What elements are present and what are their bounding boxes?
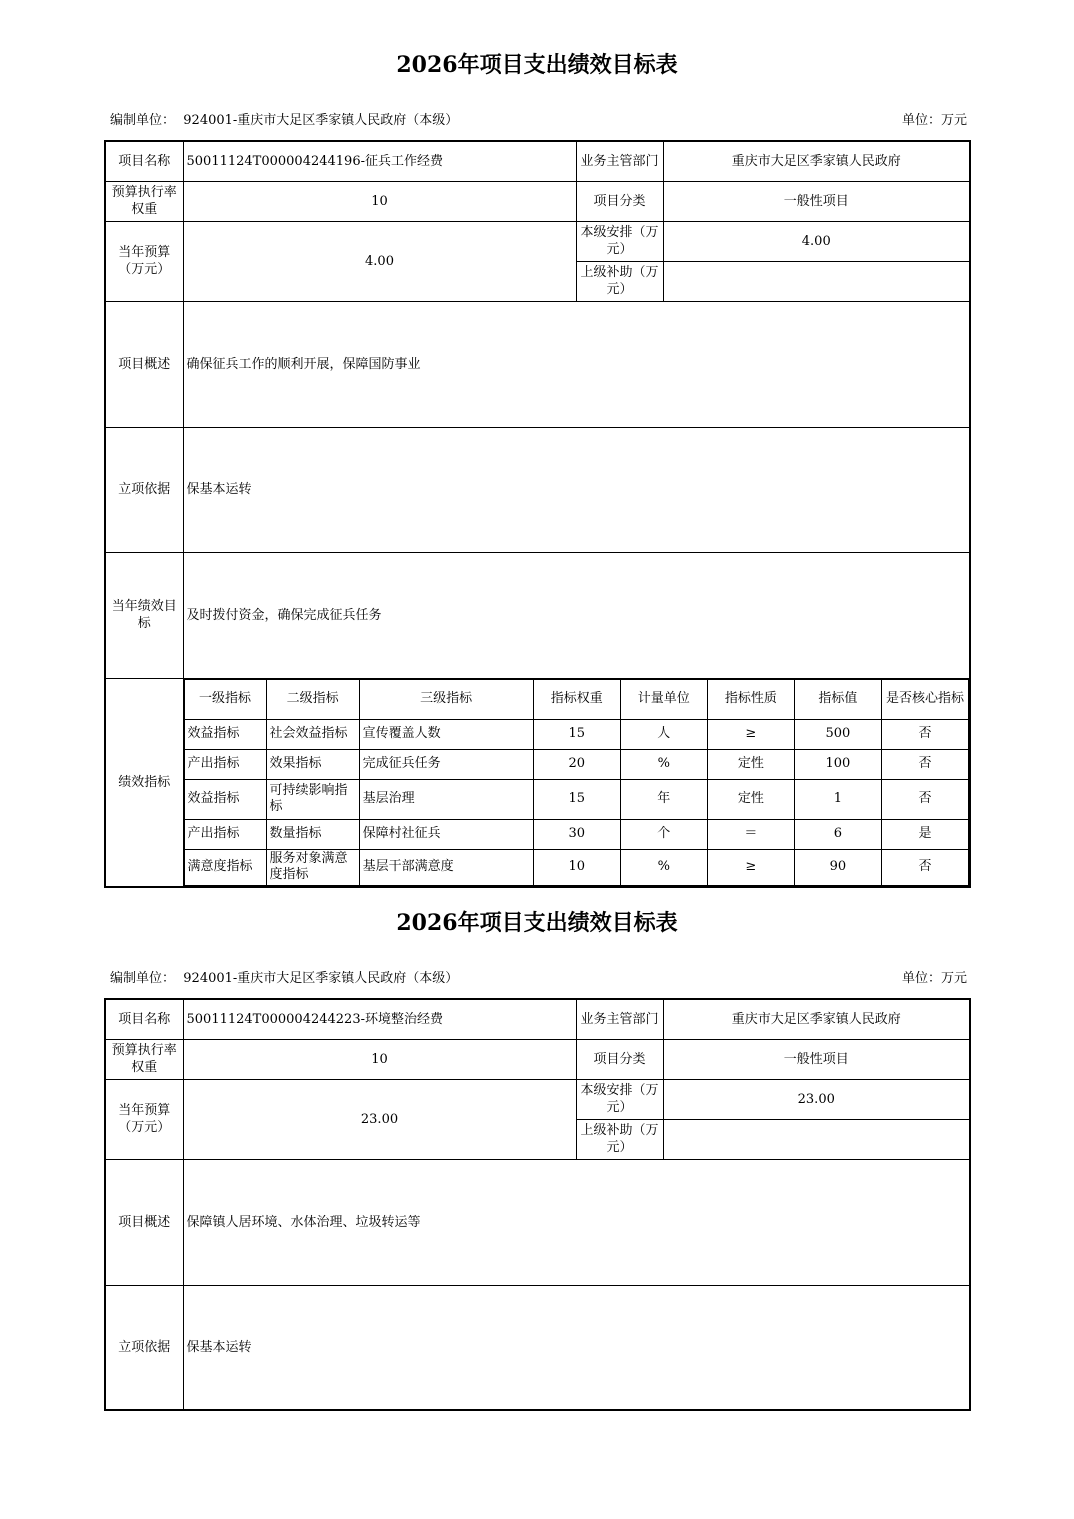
project-name-label: 项目名称 [105,999,183,1039]
nature-cell: 定性 [707,749,794,779]
project-name: 50011124T000004244196-征兵工作经费 [183,141,576,181]
core-cell: 否 [881,849,968,885]
header-cell: 三级指标 [359,679,533,719]
level3-cell: 宣传覆盖人数 [359,719,533,749]
indicator-label: 绩效指标 [105,678,183,887]
table-row [184,849,969,885]
category-label: 项目分类 [576,1039,663,1079]
unit-cell: % [620,849,707,885]
nature-cell: ＝ [707,819,794,849]
value-cell: 6 [794,819,881,849]
table-row [184,749,969,779]
rate-label: 预算执行率权重 [105,1039,183,1079]
upper-value [663,1119,970,1159]
dept-value: 重庆市大足区季家镇人民政府 [663,141,970,181]
core-cell: 否 [881,749,968,779]
project-name-label: 项目名称 [105,141,183,181]
header-cell: 二级指标 [266,679,359,719]
upper-label: 上级补助（万元） [576,1119,663,1159]
level2-cell: 服务对象满意度指标 [266,849,359,885]
basis-value: 保基本运转 [183,1285,970,1410]
level1-cell: 产出指标 [184,749,266,779]
dept-label: 业务主管部门 [576,999,663,1039]
value-cell: 90 [794,849,881,885]
overview-value: 保障镇人居环境、水体治理、垃圾转运等 [183,1159,970,1285]
level2-cell: 数量指标 [266,819,359,849]
goal-value: 及时拨付资金，确保完成征兵任务 [183,552,970,678]
budget-value: 4.00 [183,221,576,301]
currency-label: 单位：万元 [901,113,967,128]
goal-label: 当年绩效目标 [105,552,183,678]
level3-cell: 完成征兵任务 [359,749,533,779]
value-cell: 100 [794,749,881,779]
unit-cell: % [620,749,707,779]
weight-cell: 10 [533,849,620,885]
unit-label: 编制单位： [110,113,176,128]
header-cell: 是否核心指标 [881,679,968,719]
nature-cell: 定性 [707,779,794,819]
project-name: 50011124T000004244223-环境整治经费 [183,999,576,1039]
form-title: 2026年项目支出绩效目标表 [396,910,678,936]
category-value: 一般性项目 [663,181,970,221]
core-cell: 否 [881,779,968,819]
level1-cell: 效益指标 [184,719,266,749]
weight-cell: 30 [533,819,620,849]
dept-value: 重庆市大足区季家镇人民政府 [663,999,970,1039]
indicator-table [184,679,970,886]
upper-label: 上级补助（万元） [576,261,663,301]
level2-cell: 效果指标 [266,749,359,779]
basis-label: 立项依据 [105,427,183,552]
category-value: 一般性项目 [663,1039,970,1079]
header-cell: 一级指标 [184,679,266,719]
level2-cell: 可持续影响指标 [266,779,359,819]
upper-value [663,261,970,301]
unit-cell: 人 [620,719,707,749]
budget-label: 当年预算（万元） [105,1079,183,1159]
performance-table [104,140,971,888]
unit-value: 924001-重庆市大足区季家镇人民政府（本级） [183,113,459,128]
weight-cell: 20 [533,749,620,779]
header-cell: 指标性质 [707,679,794,719]
performance-table [104,998,971,1411]
level1-cell: 效益指标 [184,779,266,819]
basis-value: 保基本运转 [183,427,970,552]
indicator-header-row [184,679,969,719]
rate-label: 预算执行率权重 [105,181,183,221]
meta-row [110,112,967,130]
table-row [184,819,969,849]
category-label: 项目分类 [576,181,663,221]
indicator-cell [183,678,970,887]
level3-cell: 基层干部满意度 [359,849,533,885]
overview-value: 确保征兵工作的顺利开展，保障国防事业 [183,301,970,427]
value-cell: 500 [794,719,881,749]
rate-value: 10 [183,181,576,221]
nature-cell: ≥ [707,849,794,885]
overview-label: 项目概述 [105,301,183,427]
form-title: 2026年项目支出绩效目标表 [396,52,678,78]
level3-cell: 保障村社征兵 [359,819,533,849]
basis-label: 立项依据 [105,1285,183,1410]
header-cell: 计量单位 [620,679,707,719]
level1-cell: 产出指标 [184,819,266,849]
overview-label: 项目概述 [105,1159,183,1285]
unit-cell: 年 [620,779,707,819]
budget-value: 23.00 [183,1079,576,1159]
level1-cell: 满意度指标 [184,849,266,885]
local-label: 本级安排（万元） [576,221,663,261]
currency-label: 单位：万元 [901,971,967,986]
local-label: 本级安排（万元） [576,1079,663,1119]
table-row [184,719,969,749]
header-cell: 指标权重 [533,679,620,719]
local-value: 4.00 [663,221,970,261]
unit-label: 编制单位： [110,971,176,986]
value-cell: 1 [794,779,881,819]
level2-cell: 社会效益指标 [266,719,359,749]
dept-label: 业务主管部门 [576,141,663,181]
unit-value: 924001-重庆市大足区季家镇人民政府（本级） [183,971,459,986]
unit-cell: 个 [620,819,707,849]
rate-value: 10 [183,1039,576,1079]
nature-cell: ≥ [707,719,794,749]
level3-cell: 基层治理 [359,779,533,819]
budget-label: 当年预算（万元） [105,221,183,301]
weight-cell: 15 [533,779,620,819]
core-cell: 是 [881,819,968,849]
meta-row [110,970,967,988]
table-row [184,779,969,819]
header-cell: 指标值 [794,679,881,719]
weight-cell: 15 [533,719,620,749]
local-value: 23.00 [663,1079,970,1119]
core-cell: 否 [881,719,968,749]
